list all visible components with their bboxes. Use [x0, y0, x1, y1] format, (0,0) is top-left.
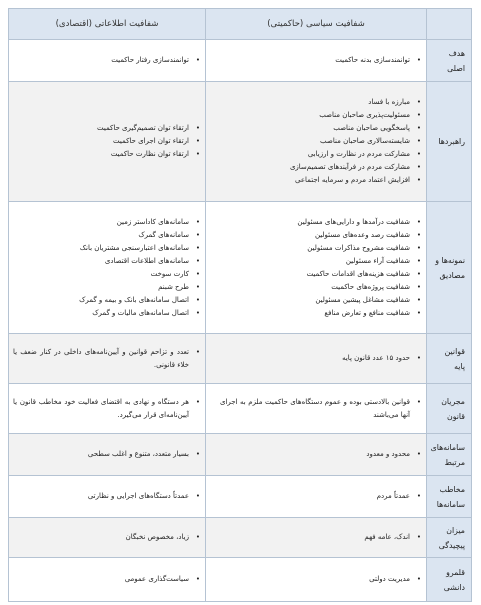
list-item: • بسیار متعدد، متنوع و اغلب سطحی	[13, 448, 201, 461]
economic-cell	[9, 476, 206, 518]
economic-list	[13, 573, 201, 586]
table-row	[9, 384, 472, 434]
list-item: • قوانین بالادستی بوده و عموم دستگاه‌های حاکمیت ملزم به اجرای آنها می‌باشند	[220, 396, 422, 422]
list-item: • ارتقاء توان اجرای حاکمیت	[13, 135, 201, 148]
list-item: • ارتقاء توان نظارت حاکمیت	[13, 148, 201, 161]
list-item: • مبارزه با فساد	[210, 96, 422, 109]
table-row	[9, 518, 472, 558]
row-label: سامانه‌های مرتبط	[427, 434, 472, 476]
list-item: • سامانه‌های اطلاعات اقتصادی	[13, 255, 201, 268]
political-cell	[206, 558, 427, 602]
list-item: • شفافیت درآمدها و دارایی‌های مسئولین	[210, 216, 422, 229]
economic-list	[13, 346, 201, 372]
list-item: • اتصال سامانه‌های بانک و بیمه و گمرک	[13, 294, 201, 307]
economic-cell	[9, 202, 206, 334]
political-list	[210, 216, 422, 320]
transparency-comparison-table	[8, 8, 472, 602]
row-label: قلمرو دانشی	[427, 558, 472, 602]
list-item: • توانمندسازی بدنه حاکمیت	[210, 54, 422, 67]
row-label: مجریان قانون	[427, 384, 472, 434]
political-cell	[206, 476, 427, 518]
economic-cell	[9, 558, 206, 602]
list-item: • شفافیت آراء مسئولین	[210, 255, 422, 268]
header-economic: شفافیت اطلاعاتی (اقتصادی)	[9, 9, 206, 40]
table-row	[9, 334, 472, 384]
table-row	[9, 434, 472, 476]
political-list	[210, 352, 422, 365]
political-list	[210, 96, 422, 187]
list-item: • مشارکت مردم در فرآیندهای تصمیم‌سازی	[210, 161, 422, 174]
list-item: • مشارکت مردم در نظارت و ارزیابی	[210, 148, 422, 161]
list-item: • عمدتاً مردم	[210, 490, 422, 503]
list-item: • شفافیت رصد وعده‌های مسئولین	[210, 229, 422, 242]
list-item: • زیاد، مخصوص نخبگان	[13, 531, 201, 544]
political-list	[210, 448, 422, 461]
row-label: مخاطب سامانه‌ها	[427, 476, 472, 518]
economic-list	[13, 396, 201, 422]
table-row	[9, 82, 472, 202]
comparison-table-container	[8, 8, 471, 602]
list-item: • سامانه‌های اعتبارسنجی مشتریان بانک	[13, 242, 201, 255]
header-corner	[427, 9, 472, 40]
economic-cell	[9, 334, 206, 384]
row-label: راهبردها	[427, 82, 472, 202]
table-body	[9, 40, 472, 602]
list-item: • مسئولیت‌پذیری صاحبان مناصب	[210, 109, 422, 122]
table-row	[9, 202, 472, 334]
political-cell	[206, 82, 427, 202]
economic-cell	[9, 518, 206, 558]
list-item: • محدود و معدود	[210, 448, 422, 461]
row-label: هدف اصلی	[427, 40, 472, 82]
list-item: • اندک، عامه فهم	[210, 531, 422, 544]
list-item: • توانمندسازی رفتار حاکمیت	[13, 54, 201, 67]
list-item: • تعدد و تزاحم قوانین و آیین‌نامه‌های داخلی در کنار ضعف یا خلاء قانونی.	[13, 346, 201, 372]
political-list	[210, 531, 422, 544]
list-item: • حدود ۱۵ عدد قانون پایه	[210, 352, 422, 365]
list-item: • عمدتاً دستگاه‌های اجرایی و نظارتی	[13, 490, 201, 503]
list-item: • سامانه‌های گمرک	[13, 229, 201, 242]
list-item: • شفافیت پروژه‌های حاکمیت	[210, 281, 422, 294]
list-item: • اتصال سامانه‌های مالیات و گمرک	[13, 307, 201, 320]
list-item: • کارت سوخت	[13, 268, 201, 281]
header-political: شفافیت سیاسی (حاکمیتی)	[206, 9, 427, 40]
list-item: • شایسته‌سالاری صاحبان مناصب	[210, 135, 422, 148]
political-cell	[206, 434, 427, 476]
row-label: میزان پیچیدگی	[427, 518, 472, 558]
political-cell	[206, 202, 427, 334]
economic-list	[13, 122, 201, 161]
economic-list	[13, 216, 201, 320]
economic-list	[13, 490, 201, 503]
row-label: قوانین پایه	[427, 334, 472, 384]
table-row	[9, 558, 472, 602]
political-list	[210, 54, 422, 67]
political-cell	[206, 40, 427, 82]
list-item: • طرح شبنم	[13, 281, 201, 294]
economic-cell	[9, 82, 206, 202]
list-item: • سامانه‌های کاداستر زمین	[13, 216, 201, 229]
list-item: • هر دستگاه و نهادی به اقتضای فعالیت خود مخاطب قانون یا آیین‌نامه‌ای قرار می‌گیرد.	[13, 396, 201, 422]
economic-cell	[9, 384, 206, 434]
list-item: • مدیریت دولتی	[210, 573, 422, 586]
table-header-row	[9, 9, 472, 40]
political-list	[220, 396, 422, 422]
list-item: • سیاست‌گذاری عمومی	[13, 573, 201, 586]
list-item: • شفافیت هزینه‌های اقدامات حاکمیت	[210, 268, 422, 281]
list-item: • پاسخگویی صاحبان مناصب	[210, 122, 422, 135]
economic-list	[13, 531, 201, 544]
list-item: • ارتقاء توان تصمیم‌گیری حاکمیت	[13, 122, 201, 135]
table-row	[9, 476, 472, 518]
table-row	[9, 40, 472, 82]
list-item: • شفافیت مشروح مذاکرات مسئولین	[210, 242, 422, 255]
political-list	[210, 490, 422, 503]
political-list	[210, 573, 422, 586]
political-cell	[206, 518, 427, 558]
political-cell	[206, 384, 427, 434]
list-item: • شفافیت مشاغل پیشین مسئولین	[210, 294, 422, 307]
row-label: نمونه‌ها و مصادیق	[427, 202, 472, 334]
economic-cell	[9, 40, 206, 82]
political-cell	[206, 334, 427, 384]
list-item: • افزایش اعتماد مردم و سرمایه اجتماعی	[210, 174, 422, 187]
list-item: • شفافیت منافع و تعارض منافع	[210, 307, 422, 320]
economic-list	[13, 54, 201, 67]
economic-cell	[9, 434, 206, 476]
economic-list	[13, 448, 201, 461]
